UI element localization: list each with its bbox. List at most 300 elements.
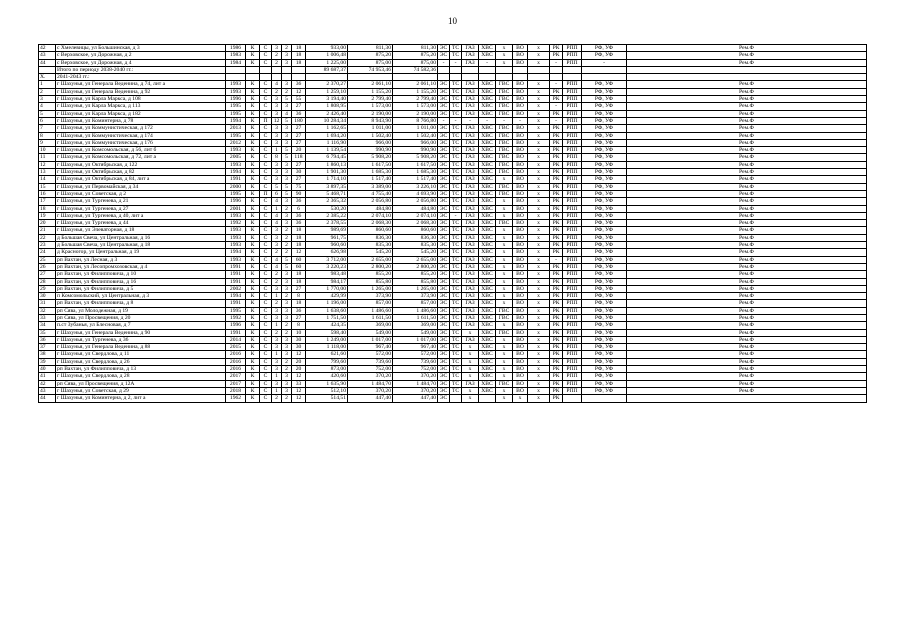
table-cell: ГАЗ — [462, 139, 479, 146]
table-cell: 369,00 — [393, 322, 438, 329]
table-cell: рп Вахтан, ул Филипповича, д 5 — [56, 285, 226, 292]
table-cell: ГАЗ — [462, 132, 479, 139]
table-cell: ГАЗ — [462, 234, 479, 241]
table-cell: Рем.Ф — [627, 190, 867, 197]
table-cell: ВО — [513, 81, 528, 88]
table-cell: РПП — [563, 263, 582, 270]
table-cell: ГАЗ — [462, 190, 479, 197]
table-cell: ГАЗ — [462, 336, 479, 343]
table-cell: С — [260, 329, 272, 336]
table-cell: 11 — [39, 154, 56, 161]
table-cell: 1994 — [226, 117, 246, 124]
table-cell: РПП — [563, 293, 582, 300]
table-cell: ХВС — [479, 110, 496, 117]
table-cell: 1 611,50 — [393, 314, 438, 321]
table-cell: К — [246, 234, 260, 241]
table-cell: РК — [550, 139, 563, 146]
table-cell: 20 — [39, 220, 56, 227]
table-cell: ХВС — [479, 387, 496, 394]
table-cell — [438, 74, 450, 81]
table-cell: х — [528, 220, 550, 227]
table-cell — [563, 66, 582, 73]
table-cell: ВО — [513, 314, 528, 321]
table-cell: 1996 — [226, 96, 246, 103]
table-cell: РК — [550, 242, 563, 249]
table-cell: К — [246, 322, 260, 329]
table-cell: г Шахунья, ул Элеваторная, д 18 — [56, 227, 226, 234]
table-cell: 2 — [282, 329, 292, 336]
table-cell: 370,20 — [348, 373, 393, 380]
table-cell: Рем.Ф — [627, 271, 867, 278]
table-cell: ГАЗ — [462, 161, 479, 168]
table-cell: х — [496, 271, 513, 278]
table-cell: 3 — [272, 45, 282, 52]
table-cell: ЭС — [438, 220, 450, 227]
table-cell: С — [260, 366, 272, 373]
table-cell: г Шахунья, ул Карла Маркса, д 108 — [56, 96, 226, 103]
table-cell: рп Вахтан, ул Филипповича, д 10 — [56, 271, 226, 278]
table-cell: ЭС — [438, 139, 450, 146]
table-cell: ГАЗ — [462, 81, 479, 88]
table-cell: Рем.Ф — [627, 125, 867, 132]
table-cell: ЭС — [438, 373, 450, 380]
table-cell: ВО — [513, 205, 528, 212]
table-cell: ЭС — [438, 278, 450, 285]
table-cell: ЭС — [438, 147, 450, 154]
table-cell: С — [260, 169, 272, 176]
table-cell: 5 — [282, 256, 292, 263]
table-cell: РФ, УФ — [582, 285, 627, 292]
table-cell: 3 — [282, 103, 292, 110]
table-cell: ВО — [513, 161, 528, 168]
table-cell: х — [496, 351, 513, 358]
table-cell: ВО — [513, 242, 528, 249]
table-cell: ГВС — [496, 88, 513, 95]
table-cell: ГАЗ — [462, 212, 479, 219]
table-cell: ГАЗ — [462, 96, 479, 103]
table-cell: РК — [550, 205, 563, 212]
table-cell: 3 — [272, 139, 282, 146]
table-cell: РФ, УФ — [582, 190, 627, 197]
table-cell: ТС — [450, 88, 462, 95]
table-cell: К — [246, 373, 260, 380]
table-cell: - — [550, 256, 563, 263]
table-cell: РК — [550, 395, 563, 402]
table-cell: 1995 — [226, 307, 246, 314]
table-cell: 18 — [292, 242, 306, 249]
table-cell: ВО — [513, 249, 528, 256]
table-cell: ГВС — [496, 139, 513, 146]
table-cell: К — [246, 103, 260, 110]
table-cell: ЭС — [438, 190, 450, 197]
table-cell: ТС — [450, 169, 462, 176]
table-cell: К — [246, 190, 260, 197]
table-cell: 2 800,20 — [348, 263, 393, 270]
table-cell: ЭС — [438, 212, 450, 219]
table-cell: ТС — [450, 249, 462, 256]
table-cell: РК — [550, 263, 563, 270]
table-cell: ЭС — [438, 380, 450, 387]
table-cell: 7 — [39, 125, 56, 132]
table-cell: 1993 — [226, 256, 246, 263]
table-cell: 36 — [292, 307, 306, 314]
table-cell: ТС — [450, 263, 462, 270]
table-cell: ВО — [513, 358, 528, 365]
table-cell: х — [528, 307, 550, 314]
table-cell: ВО — [513, 52, 528, 59]
table-cell: РФ, УФ — [582, 329, 627, 336]
table-cell: С — [260, 351, 272, 358]
table-cell: 1 484,70 — [348, 380, 393, 387]
table-cell: Рем.Ф — [627, 380, 867, 387]
table-cell: 42 — [39, 45, 56, 52]
table-cell: 1991 — [226, 278, 246, 285]
table-cell: рп Вахтан, ул Филипповича, д 16 — [56, 278, 226, 285]
table-cell: 3 — [282, 161, 292, 168]
table-cell: РК — [550, 161, 563, 168]
table-cell: ВО — [513, 387, 528, 394]
table-cell: 3 226,10 — [393, 183, 438, 190]
table-cell: 3 — [282, 278, 292, 285]
table-cell: г Шахунья, ул Карла Маркса, д 182 — [56, 110, 226, 117]
table-cell: х — [528, 234, 550, 241]
table-cell: ВО — [513, 234, 528, 241]
table-row — [39, 96, 867, 103]
table-cell: - — [479, 117, 496, 124]
table-cell: г Шахунья, ул Комсомольская, д 72, лит а — [56, 154, 226, 161]
table-cell: РФ, УФ — [582, 52, 627, 59]
table-cell: С — [260, 256, 272, 263]
table-cell: 1 694,20 — [306, 132, 348, 139]
table-cell: 1 617,50 — [348, 161, 393, 168]
table-cell: 1 — [272, 373, 282, 380]
table-cell: 6 — [272, 190, 282, 197]
table-cell: ХВС — [479, 147, 496, 154]
table-cell: 1993 — [226, 234, 246, 241]
table-cell: 2 — [272, 88, 282, 95]
table-cell: 10 — [39, 147, 56, 154]
table-cell: х — [528, 139, 550, 146]
table-cell: Рем.Ф — [627, 278, 867, 285]
table-cell: х — [528, 132, 550, 139]
table-cell: ТС — [450, 205, 462, 212]
table-cell: РФ, УФ — [582, 263, 627, 270]
table-cell: 447,40 — [393, 395, 438, 402]
table-cell: ГАЗ — [462, 125, 479, 132]
table-cell: РФ, УФ — [582, 234, 627, 241]
table-cell: г Шахунья, ул Генерала Веденина, д 92 — [56, 88, 226, 95]
table-cell: ХВС — [479, 300, 496, 307]
table-cell: 2017 — [226, 373, 246, 380]
table-cell: Рем.Ф — [627, 59, 867, 66]
table-cell: С — [260, 358, 272, 365]
table-cell: х — [496, 59, 513, 66]
table-row — [39, 293, 867, 300]
table-cell: С — [260, 263, 272, 270]
table-row — [39, 139, 867, 146]
table-cell: 27 — [292, 285, 306, 292]
table-cell: х — [528, 344, 550, 351]
table-cell: 2016 — [226, 366, 246, 373]
table-cell: ГВС — [496, 103, 513, 110]
table-cell: - — [462, 117, 479, 124]
table-cell: 1991 — [226, 329, 246, 336]
table-cell: ТС — [450, 45, 462, 52]
table-cell: 2 799,40 — [348, 96, 393, 103]
table-cell: 514,51 — [306, 395, 348, 402]
table-cell: РК — [550, 125, 563, 132]
table-cell: 1 265,00 — [393, 285, 438, 292]
table-cell: х — [496, 45, 513, 52]
table-cell: К — [246, 351, 260, 358]
table-cell: 27 — [292, 132, 306, 139]
table-cell: ХВС — [479, 169, 496, 176]
table-cell: х — [528, 125, 550, 132]
table-cell: ХВС — [479, 154, 496, 161]
table-cell: 3 — [272, 103, 282, 110]
table-cell: РК — [550, 110, 563, 117]
table-cell: 1 — [272, 147, 282, 154]
table-cell: ВО — [513, 227, 528, 234]
page-number: 10 — [448, 16, 457, 26]
table-cell: рп Вахтан, ул Филипповича, д 13 — [56, 366, 226, 373]
table-cell: ГАЗ — [462, 59, 479, 66]
table-cell: х — [462, 373, 479, 380]
table-cell: С — [260, 205, 272, 212]
table-cell: 2 056,80 — [348, 198, 393, 205]
table-cell: ТС — [450, 293, 462, 300]
table-cell — [282, 74, 292, 81]
table-cell: РФ, УФ — [582, 307, 627, 314]
table-cell: 2016 — [226, 358, 246, 365]
table-cell — [496, 66, 513, 73]
table-cell: ТС — [450, 271, 462, 278]
table-cell: С — [260, 110, 272, 117]
table-cell: 5 — [282, 117, 292, 124]
table-cell: 835,30 — [393, 242, 438, 249]
table-cell: г Шахунья, ул Октябрьская, д 122 — [56, 161, 226, 168]
table-cell — [438, 66, 450, 73]
table-cell: 1 685,30 — [348, 169, 393, 176]
table-cell: С — [260, 183, 272, 190]
table-cell — [550, 66, 563, 73]
table-cell: 5 — [282, 96, 292, 103]
table-cell: Рем.Ф — [627, 52, 867, 59]
table-cell: г Шахунья, ул Первомайская, д 34 — [56, 183, 226, 190]
table-row — [39, 161, 867, 168]
table-cell: К — [246, 220, 260, 227]
table-cell — [260, 74, 272, 81]
table-cell: 2041-2043 гг.: — [56, 74, 226, 81]
table-cell: рп Сява, ул Просвещения, д 12А — [56, 380, 226, 387]
table-cell: ВО — [513, 125, 528, 132]
table-cell: 961,75 — [306, 234, 348, 241]
table-cell: 1 116,90 — [306, 139, 348, 146]
table-cell: ЭС — [438, 125, 450, 132]
table-cell: 2 — [272, 278, 282, 285]
table-cell — [563, 395, 582, 402]
table-cell: РПП — [563, 285, 582, 292]
table-cell: 1 — [39, 81, 56, 88]
table-cell: К — [246, 161, 260, 168]
table-cell: 42 — [39, 380, 56, 387]
table-cell: 36 — [292, 212, 306, 219]
table-row — [39, 358, 867, 365]
table-cell: 3 — [272, 176, 282, 183]
table-cell: рп Вахтан, ул Лесная, д 3 — [56, 256, 226, 263]
table-cell: 27 — [292, 139, 306, 146]
table-cell: С — [260, 103, 272, 110]
table-cell: 13 — [39, 169, 56, 176]
table-cell: 2 — [272, 52, 282, 59]
table-cell: ЭС — [438, 271, 450, 278]
table-cell — [272, 66, 282, 73]
table-cell: 30 — [292, 336, 306, 343]
table-cell: ХВС — [479, 103, 496, 110]
table-cell: РФ, УФ — [582, 205, 627, 212]
table-cell: ХВС — [479, 380, 496, 387]
table-cell: РФ, УФ — [582, 387, 627, 394]
table-cell: х — [496, 300, 513, 307]
table-cell: 3 389,00 — [348, 183, 393, 190]
table-cell: х — [496, 285, 513, 292]
table-cell: 1991 — [226, 176, 246, 183]
table-cell: РФ, УФ — [582, 271, 627, 278]
table-cell: РК — [550, 183, 563, 190]
table-cell: Рем.Ф — [627, 227, 867, 234]
table-cell: 36 — [292, 198, 306, 205]
table-cell: 1 118,00 — [306, 344, 348, 351]
table-cell: ВО — [513, 45, 528, 52]
table-row — [39, 169, 867, 176]
table-cell: 2 — [272, 59, 282, 66]
table-cell: - — [550, 81, 563, 88]
table-cell: 3 — [272, 307, 282, 314]
table-cell: х — [528, 190, 550, 197]
table-cell: ГАЗ — [462, 242, 479, 249]
table-cell: х — [528, 227, 550, 234]
table-cell: РФ, УФ — [582, 139, 627, 146]
table-cell: ЭС — [438, 395, 450, 402]
table-cell: ТС — [450, 351, 462, 358]
table-cell: с Верховское, ул Дорожная, д 2 — [56, 52, 226, 59]
table-cell — [496, 74, 513, 81]
table-cell: К — [246, 329, 260, 336]
table-cell: х — [496, 227, 513, 234]
table-cell: 3 — [282, 373, 292, 380]
table-cell: 875,00 — [393, 59, 438, 66]
table-cell: ЭС — [438, 45, 450, 52]
table-cell: 1 502,40 — [393, 132, 438, 139]
table-cell: х — [528, 117, 550, 124]
table-cell: ТС — [450, 366, 462, 373]
table-cell: 18 — [292, 271, 306, 278]
table-cell: ХВС — [479, 183, 496, 190]
table-cell: ТС — [450, 242, 462, 249]
table-cell: 549,00 — [393, 329, 438, 336]
table-cell: 1983 — [226, 52, 246, 59]
table-cell: 370,20 — [393, 387, 438, 394]
table-cell: 855,20 — [348, 271, 393, 278]
table-cell: 4 — [272, 81, 282, 88]
table-cell: 6 — [292, 205, 306, 212]
table-cell: х — [496, 336, 513, 343]
table-cell: 37 — [39, 344, 56, 351]
table-cell: 9 — [39, 139, 56, 146]
table-cell: - — [513, 117, 528, 124]
table-cell: Рем.Ф — [627, 293, 867, 300]
table-cell: ГВС — [496, 147, 513, 154]
table-cell: х — [528, 366, 550, 373]
table-cell: п Комсомольский, ул Центральная, д 3 — [56, 293, 226, 300]
table-cell: ТС — [450, 300, 462, 307]
table-cell: 2 — [282, 366, 292, 373]
table-cell: п.ст Зубанья, ул Блесновая, д 7 — [56, 322, 226, 329]
table-cell: С — [260, 293, 272, 300]
table-cell: РПП — [563, 132, 582, 139]
table-cell: х — [496, 198, 513, 205]
table-cell: 1993 — [226, 147, 246, 154]
table-cell: 180 — [292, 117, 306, 124]
table-cell: х — [528, 183, 550, 190]
table-cell: 855,20 — [393, 271, 438, 278]
table-cell: - — [550, 59, 563, 66]
table-cell: х — [496, 256, 513, 263]
table-cell: ВО — [513, 154, 528, 161]
table-cell: 60 — [292, 263, 306, 270]
table-cell: х — [528, 169, 550, 176]
table-cell: ВО — [513, 336, 528, 343]
table-cell: К — [246, 154, 260, 161]
table-cell: Итого по периоду 2038-2040 гг.: — [56, 66, 226, 73]
table-cell: х — [528, 351, 550, 358]
table-cell — [450, 395, 462, 402]
table-cell: ХВС — [479, 293, 496, 300]
table-cell: 2 378,55 — [306, 220, 348, 227]
table-cell — [479, 395, 496, 402]
table-cell: х — [462, 329, 479, 336]
table-cell: С — [260, 395, 272, 402]
table-cell: С — [260, 234, 272, 241]
table-cell: 90 — [292, 190, 306, 197]
table-cell: 30 — [292, 169, 306, 176]
table-cell: г Шахунья, ул Генерала Веденина, д 88 — [56, 344, 226, 351]
table-cell: ТС — [450, 278, 462, 285]
table-cell: С — [260, 278, 272, 285]
table-cell: 3 — [282, 81, 292, 88]
table-cell: ГАЗ — [462, 271, 479, 278]
table-cell: 12 — [39, 161, 56, 168]
table-cell: ТС — [450, 110, 462, 117]
table-row — [39, 81, 867, 88]
table-cell: 4 693,90 — [393, 190, 438, 197]
table-cell: РФ, УФ — [582, 117, 627, 124]
table-cell: ХВС — [479, 205, 496, 212]
table-cell: 3 — [282, 380, 292, 387]
table-cell: РПП — [563, 154, 582, 161]
table-cell: ГАЗ — [462, 285, 479, 292]
table-cell: ГВС — [496, 183, 513, 190]
table-cell: ХВС — [479, 329, 496, 336]
table-cell: Рем.Ф — [627, 169, 867, 176]
table-cell: 424,35 — [306, 322, 348, 329]
table-cell: К — [246, 249, 260, 256]
table-cell: - — [450, 59, 462, 66]
table-cell: 1986 — [226, 45, 246, 52]
table-cell: С — [260, 52, 272, 59]
table-row — [39, 205, 867, 212]
table-cell — [450, 74, 462, 81]
